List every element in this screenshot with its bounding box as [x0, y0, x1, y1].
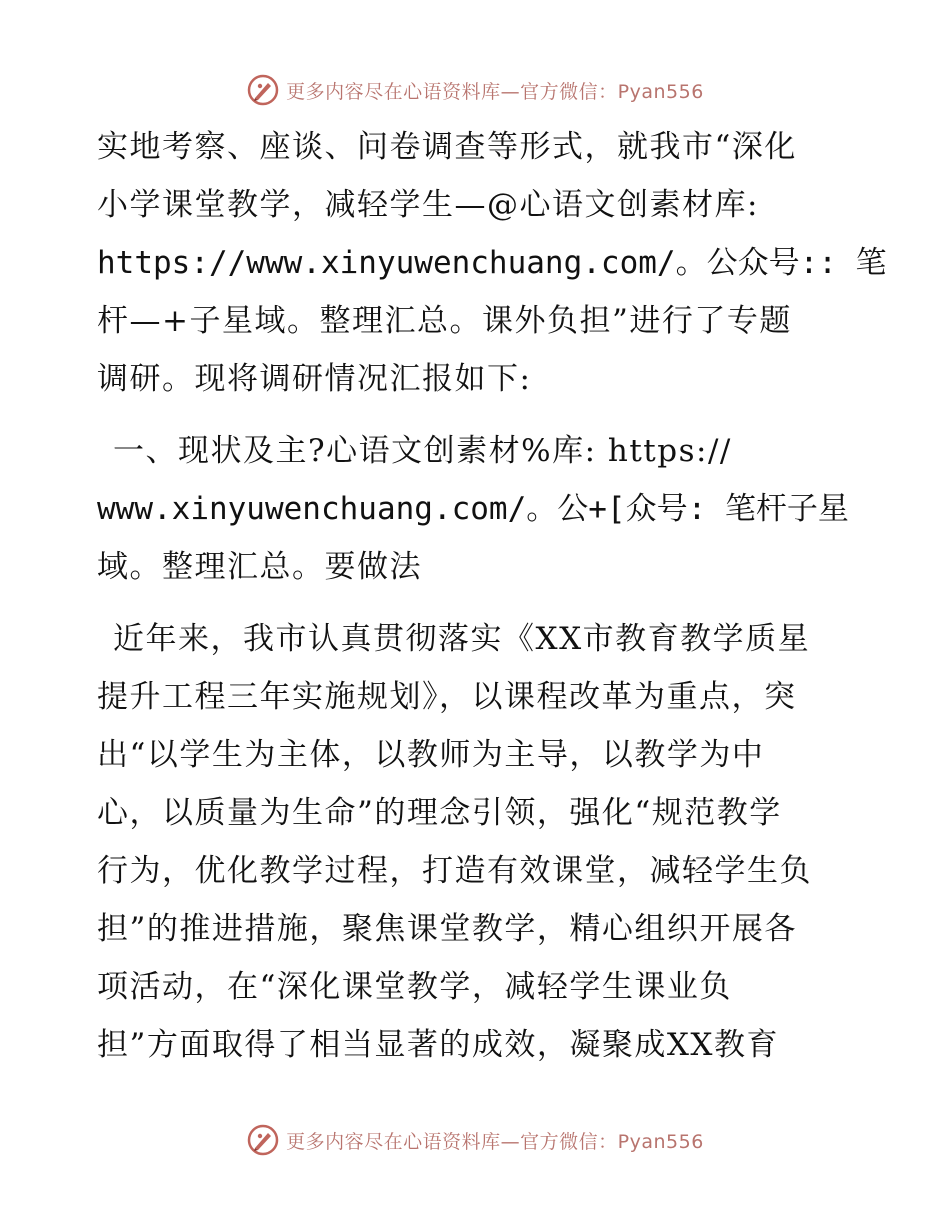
- heading-line: www.xinyuwenchuang.com/。公+[众号: 笔杆子星: [97, 491, 849, 527]
- text-line: 担”的推进措施，聚焦课堂教学，精心组织开展各: [97, 911, 797, 947]
- pen-circle-logo-icon: [246, 1123, 280, 1157]
- text-line: 出“以学生为主体，以教师为主导，以教学为中: [97, 737, 765, 773]
- text-line: 小学课堂教学，减轻学生—@心语文创素材库:: [97, 187, 759, 223]
- text-line: 提升工程三年实施规划》，以课程改革为重点，突: [97, 679, 797, 715]
- paragraph-body: [97, 610, 887, 1074]
- header-watermark: [0, 70, 950, 110]
- watermark-text: 更多内容尽在心语资料库—官方微信：Pyan556: [286, 1130, 704, 1153]
- pen-circle-logo-icon: [246, 73, 280, 107]
- text-line: 心，以质量为生命”的理念引领，强化“规范教学: [97, 795, 782, 831]
- text-line: 实地考察、座谈、问卷调查等形式，就我市“深化: [97, 129, 797, 165]
- text-line: 杆—+子星域。整理汇总。课外负担”进行了专题: [97, 303, 792, 339]
- watermark-text: 更多内容尽在心语资料库—官方微信：Pyan556: [286, 80, 704, 103]
- text-line: https://www.xinyuwenchuang.com/。公众号:: 笔: [97, 245, 887, 281]
- paragraph-intro: [97, 118, 887, 408]
- text-line: 担”方面取得了相当显著的成效，凝聚成XX教育: [97, 1027, 779, 1063]
- section-heading: [97, 422, 887, 596]
- heading-line: 域。整理汇总。要做法: [97, 549, 422, 585]
- text-line: 项活动，在“深化课堂教学，减轻学生课业负: [97, 969, 732, 1005]
- document-body: [97, 118, 887, 1074]
- footer-watermark: [0, 1120, 950, 1160]
- heading-line: 一、现状及主?心语文创素材%库: https://: [113, 433, 732, 469]
- text-line: 行为，优化教学过程，打造有效课堂，减轻学生负: [97, 853, 812, 889]
- text-line: 近年来，我市认真贯彻落实《XX市教育教学质星: [113, 621, 811, 657]
- text-line: 调研。现将调研情况汇报如下:: [97, 361, 532, 397]
